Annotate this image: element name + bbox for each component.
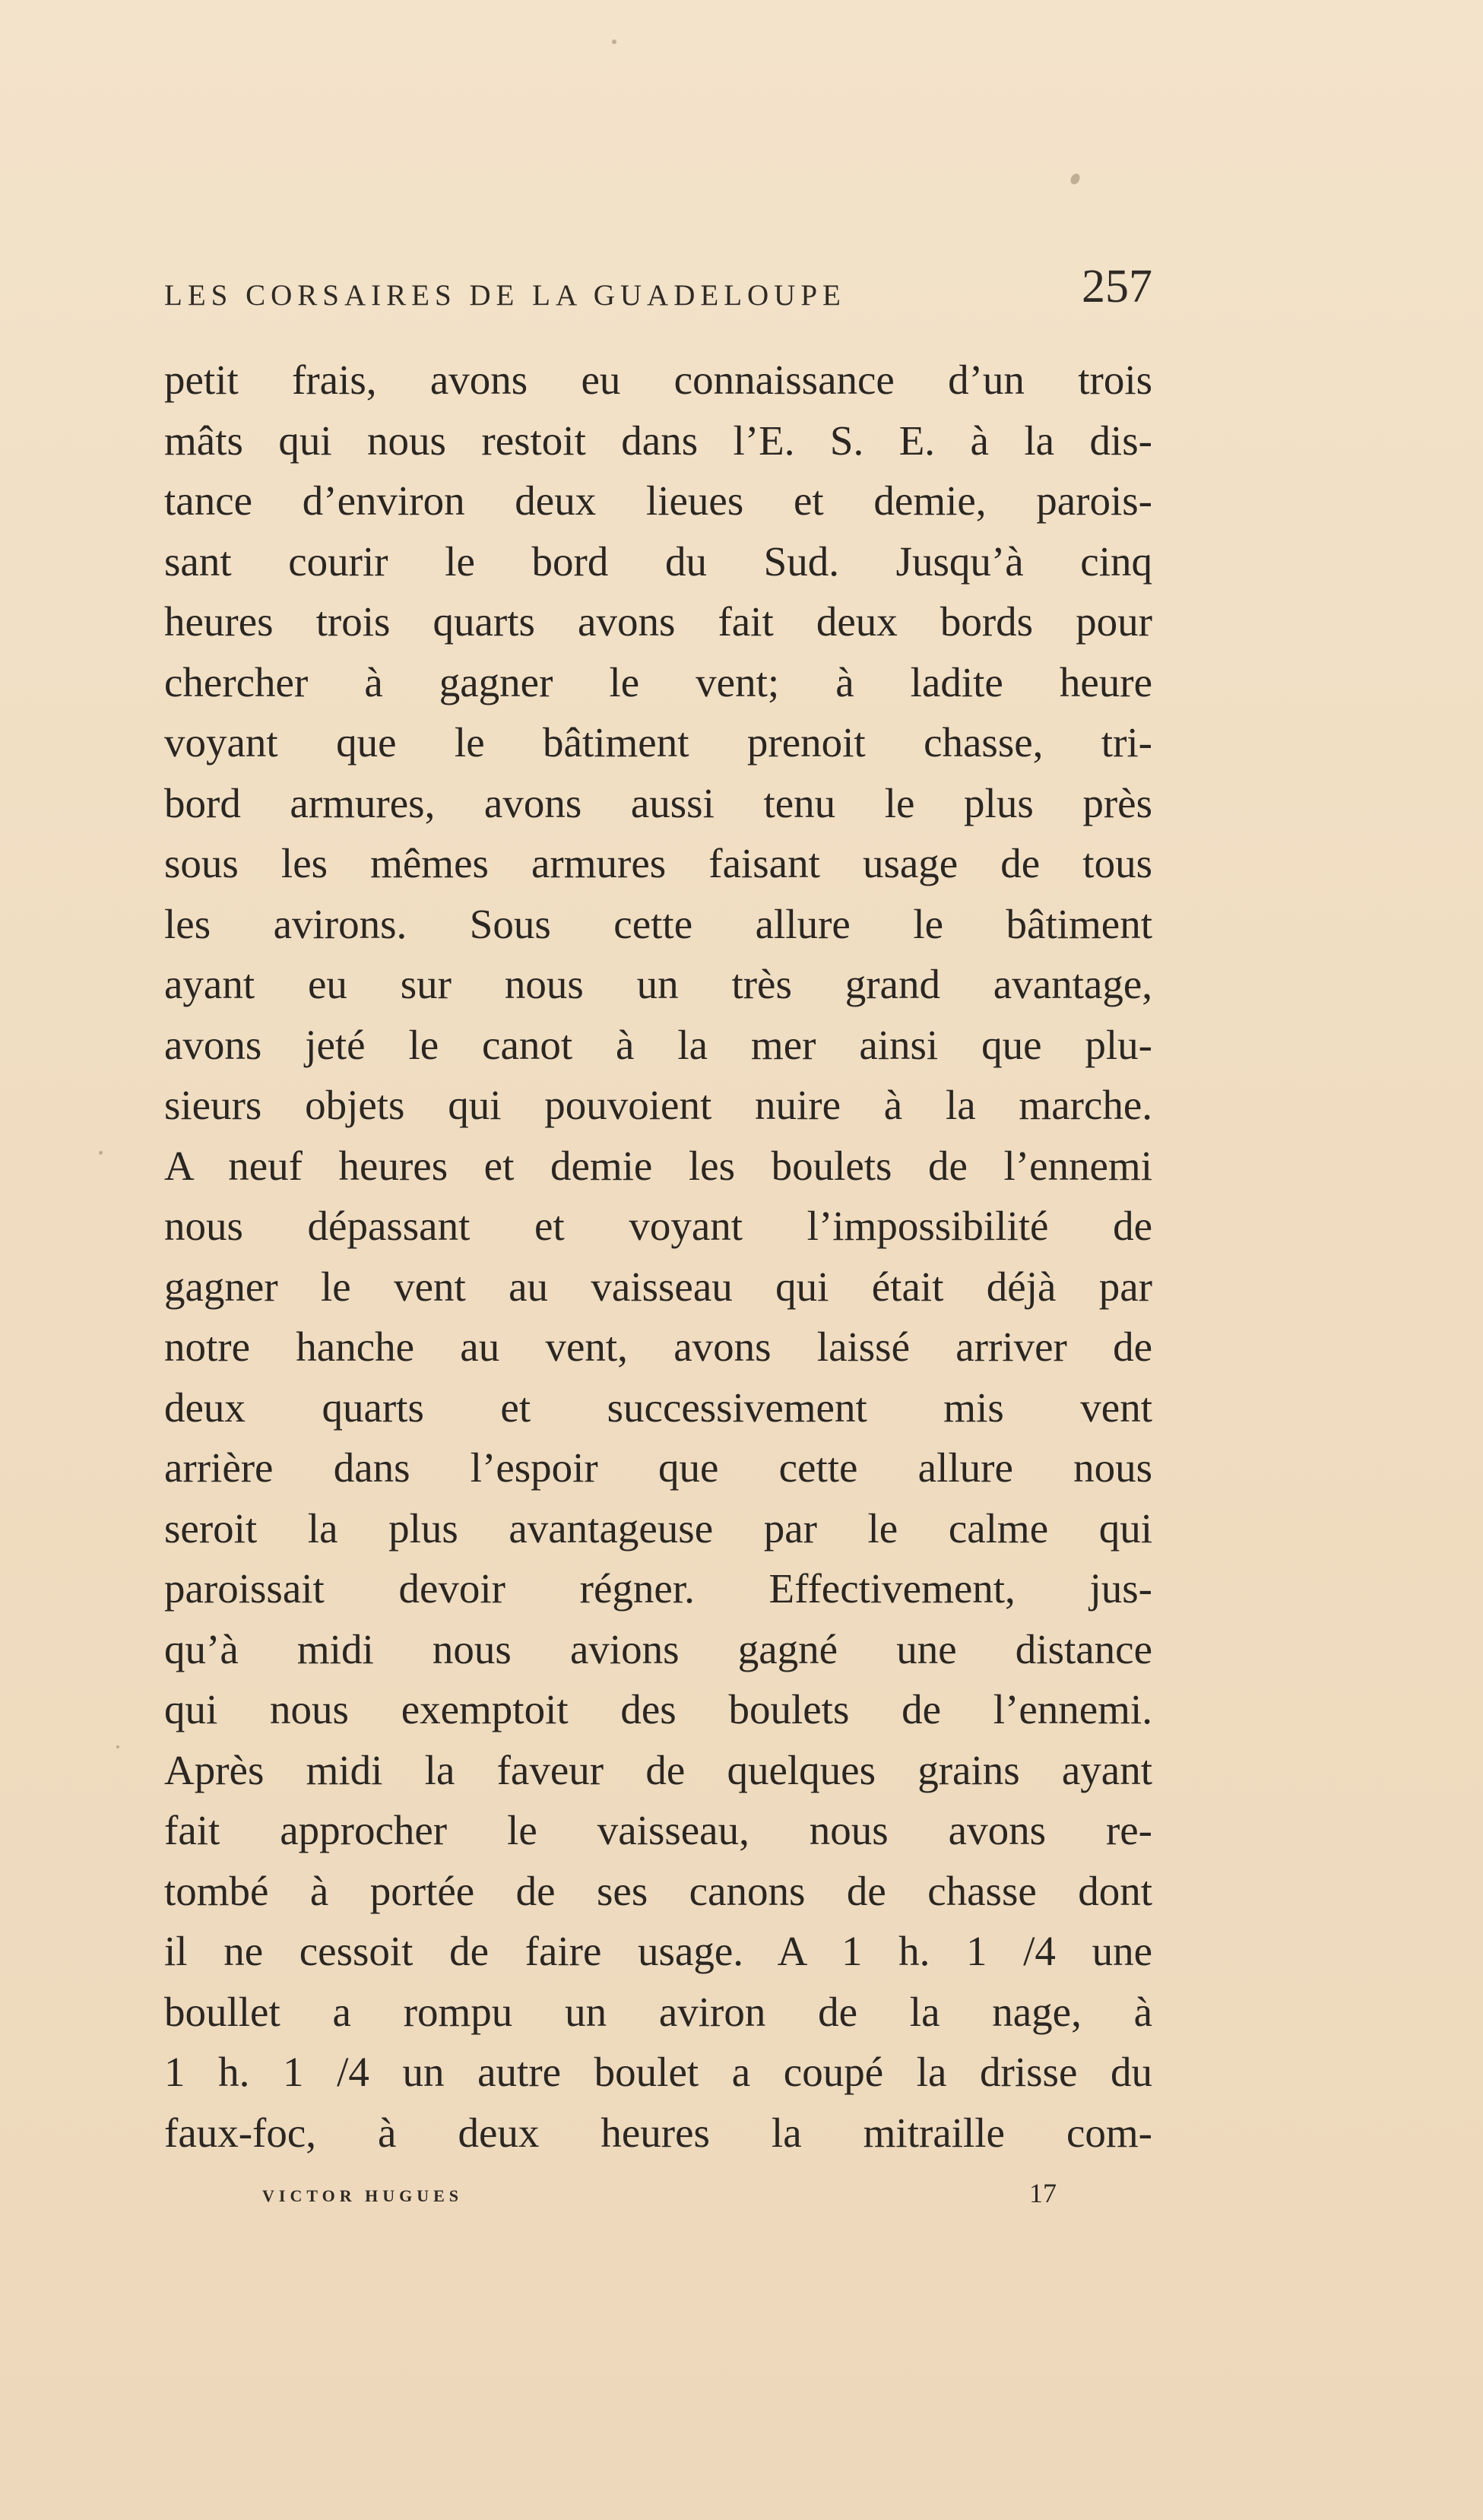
text-line: notre hanche au vent, avons laissé arriver de <box>164 1323 1152 1370</box>
text-line: paroissait devoir régner. Effectivement, jus- <box>164 1565 1152 1612</box>
text-line: sieurs objets qui pouvoient nuire à la marche. <box>164 1082 1152 1128</box>
text-line: arrière dans l’espoir que cette allure nous <box>164 1444 1152 1491</box>
text-line: gagner le vent au vaisseau qui était déjà par <box>164 1263 1152 1310</box>
text-line: voyant que le bâtiment prenoit chasse, tri- <box>164 719 1152 766</box>
ink-speck <box>116 1745 119 1748</box>
text-line: seroit la plus avantageuse par le calme qui <box>164 1504 1152 1552</box>
text-line: les avirons. Sous cette allure le bâtiment <box>164 900 1152 947</box>
footer-signature: VICTOR HUGUES <box>262 2186 464 2205</box>
footer-number: 17 <box>1029 2178 1057 2208</box>
text-line: ayant eu sur nous un très grand avantage, <box>164 961 1152 1007</box>
ink-speck <box>612 40 616 44</box>
running-title: LES CORSAIRES DE LA GUADELOUPE <box>164 279 846 312</box>
ink-speck <box>1069 172 1082 185</box>
page-number: 257 <box>1082 261 1152 312</box>
text-line: il ne cessoit de faire usage. A 1 h. 1 /4 une <box>164 1928 1152 1974</box>
body-text <box>164 350 1152 2163</box>
text-line: qui nous exemptoit des boulets de l’ennemi. <box>164 1686 1152 1732</box>
text-line: bord armures, avons aussi tenu le plus près <box>164 779 1152 826</box>
text-line: fait approcher le vaisseau, nous avons re- <box>164 1807 1152 1853</box>
text-line: chercher à gagner le vent; à ladite heure <box>164 658 1152 705</box>
text-line: A neuf heures et demie les boulets de l’ennemi <box>164 1142 1152 1189</box>
text-line: Après midi la faveur de quelques grains ayant <box>164 1746 1152 1793</box>
text-line: tance d’environ deux lieues et demie, parois- <box>164 477 1152 524</box>
text-line: boullet a rompu un aviron de la nage, à <box>164 1988 1152 2035</box>
ink-speck <box>99 1151 103 1155</box>
text-line: 1 h. 1 /4 un autre boulet a coupé la drisse du <box>164 2049 1152 2095</box>
text-line: mâts qui nous restoit dans l’E. S. E. à la dis- <box>164 417 1152 464</box>
text-line: sant courir le bord du Sud. Jusqu’à cinq <box>164 537 1152 585</box>
text-line: nous dépassant et voyant l’impossibilité de <box>164 1203 1152 1249</box>
text-line: heures trois quarts avons fait deux bords pour <box>164 598 1152 645</box>
running-head <box>164 260 1152 328</box>
text-line: qu’à midi nous avions gagné une distance <box>164 1625 1152 1672</box>
text-line: avons jeté le canot à la mer ainsi que plu- <box>164 1021 1152 1068</box>
text-line: petit frais, avons eu connaissance d’un trois <box>164 357 1152 403</box>
text-line: faux-foc, à deux heures la mitraille com- <box>164 2109 1152 2156</box>
text-line: deux quarts et successivement mis vent <box>164 1384 1152 1431</box>
text-line: sous les mêmes armures faisant usage de tous <box>164 840 1152 886</box>
text-line: tombé à portée de ses canons de chasse dont <box>164 1867 1152 1914</box>
